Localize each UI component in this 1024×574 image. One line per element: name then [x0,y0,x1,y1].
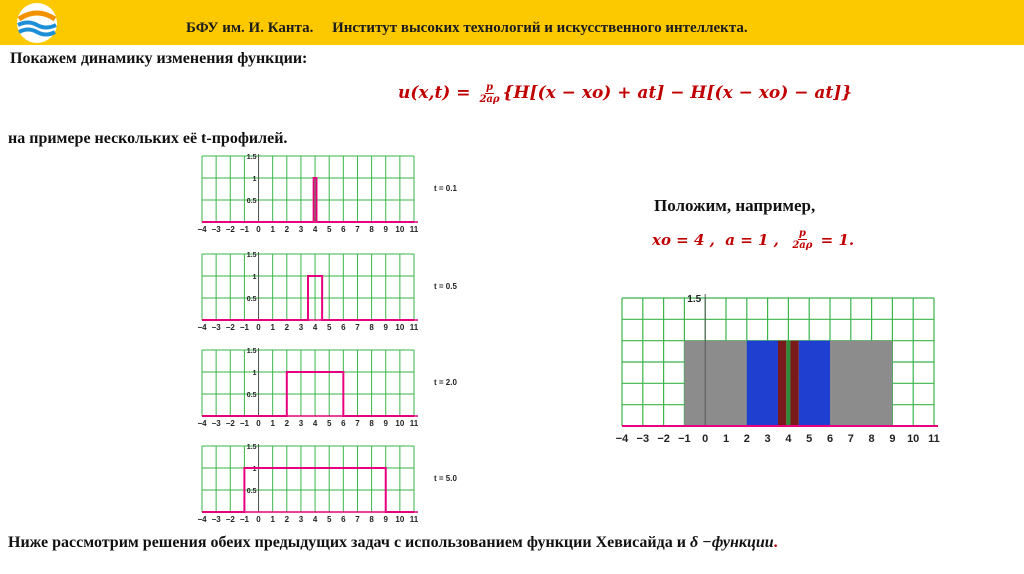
y-tick-label: 1 [252,466,257,473]
x-tick-label: 8 [369,419,374,428]
x-tick-label: 6 [826,433,834,445]
color-band [778,341,786,426]
x-tick-label: 8 [369,515,374,524]
x-tick-label: 11 [409,323,419,332]
profile-plot-2 [180,248,462,336]
series-label: t = 0.5 [434,282,457,292]
formula-rhs: {H[(x − xo) + at] − H[(x − xo) − at]} [502,83,853,103]
x-tick-label: 3 [298,419,304,428]
y-tick-label: 1 [252,176,257,183]
x-tick-label: −4 [197,515,207,524]
x-tick-label: 0 [256,225,261,234]
y-tick-label: 1.5 [246,252,257,259]
x-tick-label: 11 [928,433,940,445]
profile-plot-3 [180,344,462,432]
x-tick-label: 6 [341,419,346,428]
x-tick-label: −4 [615,433,629,445]
color-band [799,341,830,426]
x-tick-label: 7 [847,433,854,445]
x-tick-label: 3 [764,433,771,445]
x-tick-label: 1 [722,433,730,445]
x-tick-label: 4 [312,225,318,234]
x-tick-label: 3 [298,515,304,524]
x-tick-label: 11 [409,515,419,524]
x-tick-label: 10 [395,225,405,234]
y-tick-label: 0.5 [246,296,257,303]
x-tick-label: 10 [395,515,405,524]
x-tick-label: 3 [298,323,304,332]
x-tick-label: 5 [326,323,332,332]
x-tick-label: −2 [225,515,235,524]
color-band [747,341,778,426]
x-tick-label: 9 [383,225,388,234]
x-tick-label: −1 [239,323,249,332]
y-tick-label: 1.5 [246,154,257,161]
x-tick-label: 9 [383,323,388,332]
x-tick-label: 4 [312,323,318,332]
x-tick-label: 0 [256,323,261,332]
main-formula [398,78,852,108]
x-tick-label: 8 [369,225,374,234]
x-tick-label: 8 [369,323,374,332]
y-tick-label: 0.5 [246,198,257,205]
params-values: xo = 4 , a = 1 , [652,230,790,249]
x-tick-label: 4 [312,419,318,428]
x-tick-label: −3 [211,323,221,332]
x-tick-label: 2 [284,419,290,428]
x-tick-label: 6 [341,323,346,332]
x-tick-label: 5 [326,225,332,234]
x-tick-label: 4 [785,433,792,445]
y-tick-label: 1.5 [246,348,257,355]
bottom-dot: . [773,534,778,551]
x-tick-label: −1 [239,419,249,428]
example-text: Положим, например, [654,196,816,215]
x-tick-label: 7 [355,323,360,332]
bottom-text [8,534,778,552]
x-tick-label: 7 [355,515,360,524]
x-tick-label: 11 [409,419,419,428]
intro-text: Покажем динамику изменения функции: [10,50,308,67]
series-label: t = 0.1 [434,184,457,194]
x-tick-label: 2 [284,515,290,524]
formula-fraction [479,82,499,105]
color-band [684,341,746,426]
x-tick-label: −4 [197,419,207,428]
x-tick-label: 2 [284,225,290,234]
delta-function-text: δ −функции [689,534,774,551]
x-tick-label: −1 [678,433,691,445]
x-tick-label: 11 [409,225,419,234]
x-tick-label: 9 [383,515,388,524]
color-band [790,341,798,426]
y-tick-label: 1 [252,274,257,281]
x-tick-label: −2 [225,419,235,428]
x-tick-label: 6 [341,225,346,234]
x-tick-label: −3 [636,433,650,445]
color-band [830,341,892,426]
params-frac-num: p [798,228,806,239]
x-tick-label: 10 [907,433,920,445]
y-tick-label: 1.5 [687,294,702,305]
formula-frac-den: 2aρ [479,93,500,105]
x-tick-label: 7 [355,419,360,428]
bottom-main-text: Ниже рассмотрим решения обеих предыдущих задач с использованием функции Хевисайда и [8,534,690,551]
params-frac-den: 2aρ [792,240,813,251]
x-tick-label: 9 [383,419,388,428]
x-tick-label: −2 [225,225,235,234]
x-tick-label: −2 [225,323,235,332]
x-tick-label: 10 [395,419,405,428]
x-tick-label: 0 [702,433,709,445]
header-bar [0,0,1024,45]
series-label: t = 5.0 [434,474,457,484]
profiles-text: на примере нескольких её t-профилей. [8,130,288,147]
x-tick-label: −1 [239,225,249,234]
x-tick-label: 7 [355,225,360,234]
x-tick-label: −3 [211,419,221,428]
x-tick-label: 2 [284,323,290,332]
x-tick-label: 5 [326,419,332,428]
x-tick-label: 10 [395,323,405,332]
params-fraction [792,228,812,251]
x-tick-label: 0 [256,419,261,428]
x-tick-label: −4 [197,225,207,234]
x-tick-label: −3 [211,225,221,234]
x-tick-label: 8 [868,433,875,445]
x-tick-label: 2 [743,433,750,445]
x-tick-label: −2 [657,433,670,445]
params-rhs: = 1. [815,230,855,249]
x-tick-label: −3 [211,515,221,524]
x-tick-label: 5 [806,433,813,445]
x-tick-label: 6 [341,515,346,524]
x-tick-label: −4 [197,323,207,332]
x-tick-label: −1 [239,515,249,524]
university-logo [6,2,68,44]
y-tick-label: 1 [252,370,257,377]
x-tick-label: 1 [270,323,275,332]
x-tick-label: 5 [326,515,332,524]
series-label: t = 2.0 [434,378,457,388]
x-tick-label: 1 [270,225,275,234]
y-tick-label: 1.5 [246,444,257,451]
formula-lhs: u(x,t) = [398,83,477,103]
x-tick-label: 1 [270,515,275,524]
header-title: БФУ им. И. Канта. Институт высоких технологий и искусственного интеллекта. [186,20,748,36]
x-tick-label: 0 [256,515,261,524]
color-band [786,341,790,426]
x-tick-label: 3 [298,225,304,234]
x-tick-label: 4 [312,515,318,524]
y-tick-label: 0.5 [246,392,257,399]
y-tick-label: 0.5 [246,488,257,495]
band-plot [604,288,946,456]
x-tick-label: 9 [889,433,896,445]
profile-plot-4 [180,440,462,528]
x-tick-label: 1 [270,419,275,428]
formula-frac-num: p [485,81,493,93]
profile-plot-1 [180,150,462,238]
parameters-formula [652,228,854,251]
